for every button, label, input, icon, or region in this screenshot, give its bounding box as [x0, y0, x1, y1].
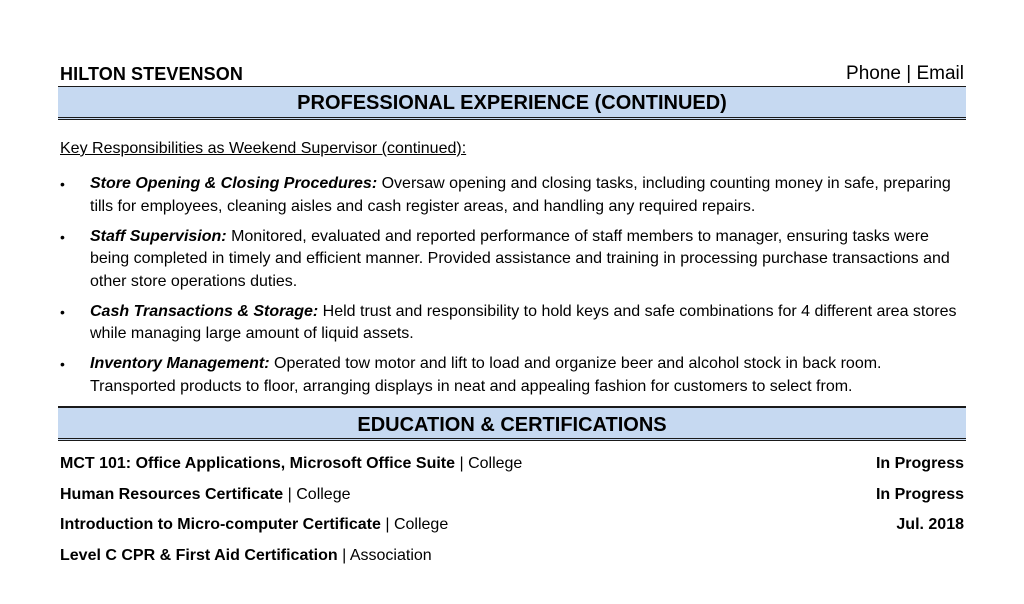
education-institution: College [296, 485, 351, 503]
education-status: In Progress [875, 455, 964, 472]
education-institution: College [468, 455, 523, 472]
education-name: Level C CPR & First Aid Certification [60, 547, 338, 565]
candidate-name: HILTON STEVENSON [60, 64, 243, 84]
section-heading-education: EDUCATION & CERTIFICATIONS [58, 406, 966, 441]
bullet-text: Held trust and responsibility to hold keys and safe combinations for 4 different area stores while managing large amount of liquid assets. [90, 302, 957, 342]
list-item [58, 301, 966, 346]
separator: | [455, 455, 469, 472]
education-item [60, 483, 964, 514]
education-item [60, 513, 964, 544]
bullet-title: Inventory Management: [90, 355, 270, 372]
resume-header [60, 61, 964, 85]
education-list [60, 452, 964, 575]
education-entry [60, 544, 432, 575]
bullet-text: Operated tow motor and lift to load and organize beer and alcohol stock in back room. Transported products to floor, arranging displays in neat and appealing fashion for customers to select from. [90, 355, 882, 395]
section-heading-experience: PROFESSIONAL EXPERIENCE (CONTINUED) [58, 86, 966, 120]
separator: | [337, 547, 350, 565]
bullet-icon: • [60, 228, 65, 245]
list-item [58, 173, 966, 218]
separator: | [283, 485, 297, 503]
responsibilities-list [58, 173, 966, 406]
responsibilities-subheading: Key Responsibilities as Weekend Supervisor (continued): [60, 140, 467, 157]
list-item [58, 353, 966, 398]
contact-info: Phone | Email [846, 63, 964, 84]
bullet-text: Oversaw opening and closing tasks, including counting money in safe, preparing tills for employees, cleaning aisles and cash register areas, and handling any required repairs. [90, 175, 951, 215]
education-name: MCT 101: Office Applications, Microsoft Office Suite [60, 455, 456, 472]
bullet-icon: • [60, 356, 65, 372]
education-institution: College [393, 516, 449, 534]
education-status: Jul. 2018 [896, 516, 964, 534]
education-name: Human Resources Certificate [60, 485, 284, 503]
bullet-icon: • [60, 176, 65, 192]
bullet-title: Cash Transactions & Storage: [90, 302, 319, 320]
education-item [60, 544, 964, 575]
education-entry [60, 483, 351, 514]
separator: | [380, 516, 394, 534]
education-status: In Progress [875, 485, 964, 503]
education-entry [60, 513, 448, 544]
education-name: Introduction to Micro-computer Certificate [60, 516, 381, 534]
bullet-title: Staff Supervision: [90, 227, 227, 245]
education-institution: Association [349, 547, 432, 565]
list-item [58, 226, 966, 294]
education-entry [60, 452, 522, 483]
bullet-icon: • [60, 303, 65, 320]
bullet-text: Monitored, evaluated and reported performance of staff members to manager, ensuring tasks were being completed in timely and efficient manner. Provided assistance and training in processing purchase transactions and other store operations duties. [90, 227, 950, 290]
education-item [60, 452, 964, 483]
bullet-title: Store Opening & Closing Procedures: [90, 175, 378, 192]
